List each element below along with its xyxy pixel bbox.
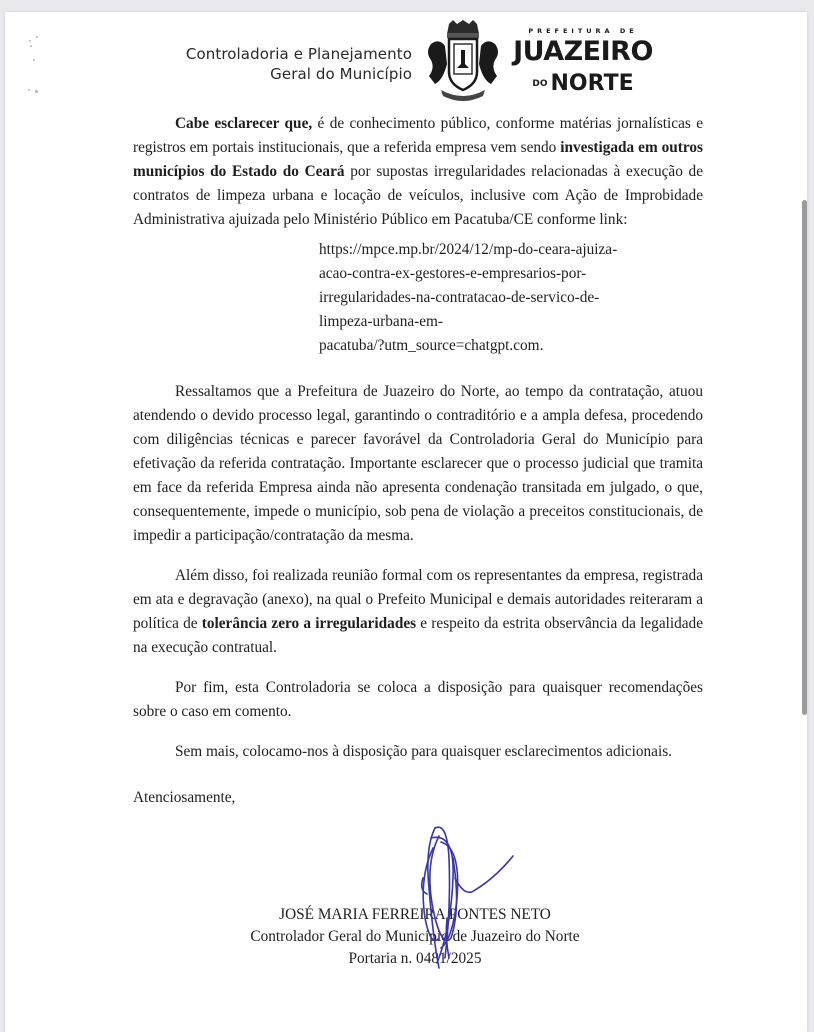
- paragraph-1-text-a: é de conhecimento público, conforme matérias jornalísticas e registros em portais institucionais, que a referida empresa vem sendo: [133, 115, 703, 156]
- scan-speck: [33, 59, 35, 61]
- signatory-ordinance: Portaria n. 0481/2025: [348, 950, 482, 967]
- brand-main-text: JUAZEIRO: [513, 36, 653, 67]
- paragraph-3-text-b: e respeito da estrita observância da legalidade na execução contratual.: [133, 615, 703, 656]
- paragraph-1: [133, 112, 703, 232]
- letter-body: [133, 112, 703, 810]
- brand-do-text: DO: [532, 78, 548, 89]
- paragraph-5: Sem mais, colocamo-nos à disposição para quaisquer esclarecimentos adicionais.: [175, 743, 672, 760]
- scan-speck: [30, 45, 32, 47]
- scan-speck: [29, 40, 31, 42]
- brand-bottom-row: [508, 70, 658, 96]
- scan-speck: [28, 89, 30, 91]
- signatory-name: JOSÉ MARIA FERREIRA PONTES NETO: [279, 906, 551, 923]
- scan-specks: [27, 34, 47, 94]
- brand-norte-text: NORTE: [550, 70, 634, 96]
- municipal-coat-of-arms-icon: [425, 20, 501, 102]
- scrollbar-thumb[interactable]: [802, 200, 807, 715]
- reference-link-line: acao-contra-ex-gestores-e-empresarios-por-: [319, 265, 587, 282]
- brand-top-text: PREFEITURA DE: [528, 27, 638, 35]
- reference-link-line: limpeza-urbana-em-: [319, 313, 444, 330]
- paragraph-4: Por fim, esta Controladoria se coloca a disposição para quaisquer recomendações sobre o caso em comento.: [133, 679, 703, 720]
- department-line-2: Geral do Município: [270, 65, 412, 83]
- paragraph-3: [133, 564, 703, 660]
- reference-link-line: pacatuba/?utm_source=chatgpt.com.: [319, 337, 544, 354]
- signatory-title: Controlador Geral do Município de Juazeiro do Norte: [250, 928, 580, 945]
- reference-link[interactable]: [319, 238, 703, 358]
- department-name: [186, 44, 412, 84]
- paragraph-1-text-b: por supostas irregularidades relacionadas à execução de contratos de limpeza urbana e locação de veículos, inclusive com Ação de Improbidade Administrativa ajuizada pelo Ministério Público em Pacatuba/CE conforme link:: [133, 163, 703, 228]
- paragraph-2: Ressaltamos que a Prefeitura de Juazeiro do Norte, ao tempo da contratação, atuou atendendo o devido processo legal, garantindo o contraditório e a ampla defesa, procedendo com diligências técnicas e parecer favorável da Controladoria Geral do Município para efetivação da referida contratação. Importante esclarecer que o processo judicial que tramita em face da referida Empresa ainda não apresenta condenação transitada em julgado, o que, consequentemente, impede o município, sob pena de violação a preceitos constitucionais, de impedir a participação/contratação da mesma.: [133, 383, 703, 544]
- department-line-1: Controladoria e Planejamento: [185, 45, 412, 63]
- paragraph-1-bold-mid: investigada em outros municípios do Estado do Ceará: [133, 139, 703, 180]
- reference-link-line: https://mpce.mp.br/2024/12/mp-do-ceara-ajuiza-: [319, 241, 618, 258]
- scan-speck: [35, 90, 38, 93]
- closing-salutation: Atenciosamente,: [133, 789, 236, 806]
- paragraph-3-bold: tolerância zero a irregularidades: [201, 615, 417, 632]
- paragraph-3-text-a: Além disso, foi realizada reunião formal com os representantes da empresa, registrada em ata e degravação (anexo), na qual o Prefeito Municipal e demais autoridades reiteraram a política de: [133, 567, 703, 632]
- reference-link-line: irregularidades-na-contratacao-de-servico-de-: [319, 289, 600, 306]
- brand-logo: [508, 26, 658, 102]
- scan-speck: [36, 36, 38, 38]
- paragraph-1-bold-lead: Cabe esclarecer que,: [175, 115, 313, 132]
- signature-block: [200, 904, 630, 970]
